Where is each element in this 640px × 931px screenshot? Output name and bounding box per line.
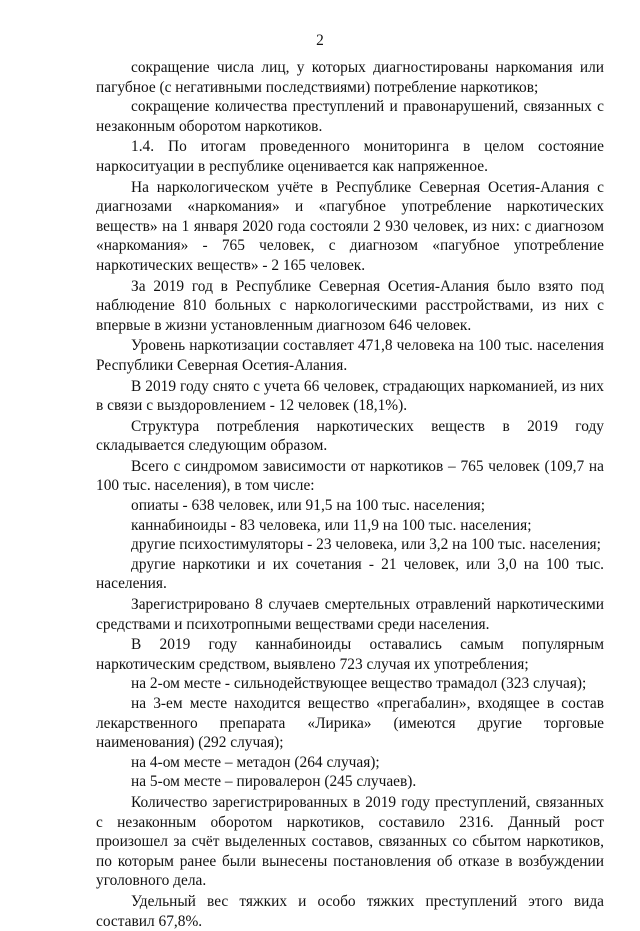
paragraph: Структура потребления наркотических веществ в 2019 году складывается следующим образом. (96, 417, 604, 455)
page-number: 2 (316, 32, 324, 49)
paragraph: 1.4. По итогам проведенного мониторинга в целом состояние наркоситуации в республике оценивается как напряженное. (96, 138, 604, 175)
list-item: опиаты - 638 человек, или 91,5 на 100 тыс. населения; (131, 497, 486, 515)
paragraph: Количество зарегистрированных в 2019 году преступлений, связанных с незаконным оборотом наркотиков, составило 2316. Данный рост произошел за счёт выделенных составов, связанных со сбытом наркотиков, по которым ранее были вынесены постановления об отказе в возбуждении уголовного дела. (96, 793, 604, 890)
list-item: на 5-ом месте – пировалерон (245 случаев). (131, 773, 417, 791)
paragraph: В 2019 году снято с учета 66 человек, страдающих наркоманией, из них в связи с выздоровлением - 12 человек (18,1%). (96, 377, 604, 415)
list-item: другие наркотики и их сочетания - 21 человек, или 3,0 на 100 тыс. населения. (96, 555, 604, 593)
list-item: на 3-ем месте находится вещество «прегабалин», входящее в состав лекарственного препарата «Лирика» (имеются другие торговые наименования) (292 случая); (96, 695, 604, 752)
paragraph: Зарегистрировано 8 случаев смертельных отравлений наркотическими средствами и психотропными веществами среди населения. (96, 596, 604, 633)
paragraph: Уровень наркотизации составляет 471,8 человека на 100 тыс. населения Республики Северная Осетия-Алания. (96, 337, 604, 374)
list-item: другие психостимуляторы - 23 человека, или 3,2 на 100 тыс. населения; (131, 536, 601, 554)
paragraph: Всего с синдромом зависимости от наркотиков – 765 человек (109,7 на 100 тыс. населения), в том числе: (96, 457, 604, 495)
paragraph: Удельный вес тяжких и особо тяжких преступлений этого вида составил 67,8%. (96, 892, 604, 930)
paragraph: сокращение количества преступлений и правонарушений, связанных с незаконным оборотом наркотиков. (96, 98, 604, 135)
paragraph: сокращение числа лиц, у которых диагностированы наркомания или пагубное (с негативными последствиями) потребление наркотиков; (96, 59, 604, 96)
paragraph: В 2019 году каннабиноиды оставались самым популярным наркотическим средством, выявлено 723 случая их употребления; (96, 636, 604, 673)
document-body (96, 58, 604, 931)
list-item: каннабиноиды - 83 человека, или 11,9 на 100 тыс. населения; (131, 516, 532, 534)
paragraph: За 2019 год в Республике Северная Осетия-Алания было взято под наблюдение 810 больных с наркологическими расстройствами, из них с впервые в жизни установленным диагнозом 646 человек. (96, 277, 604, 334)
paragraph: На наркологическом учёте в Республике Северная Осетия-Алания с диагнозами «наркомания» и «пагубное употребление наркотических веществ» на 1 января 2020 года состояли 2 930 человек, из них: с диагнозом «наркомания» - 765 человек, с диагнозом «пагубное употребление наркотических веществ» - 2 165 человек. (96, 178, 604, 274)
list-item: на 4-ом месте – метадон (264 случая); (131, 753, 380, 771)
list-item: на 2-ом месте - сильнодействующее вещество трамадол (323 случая); (131, 675, 587, 693)
